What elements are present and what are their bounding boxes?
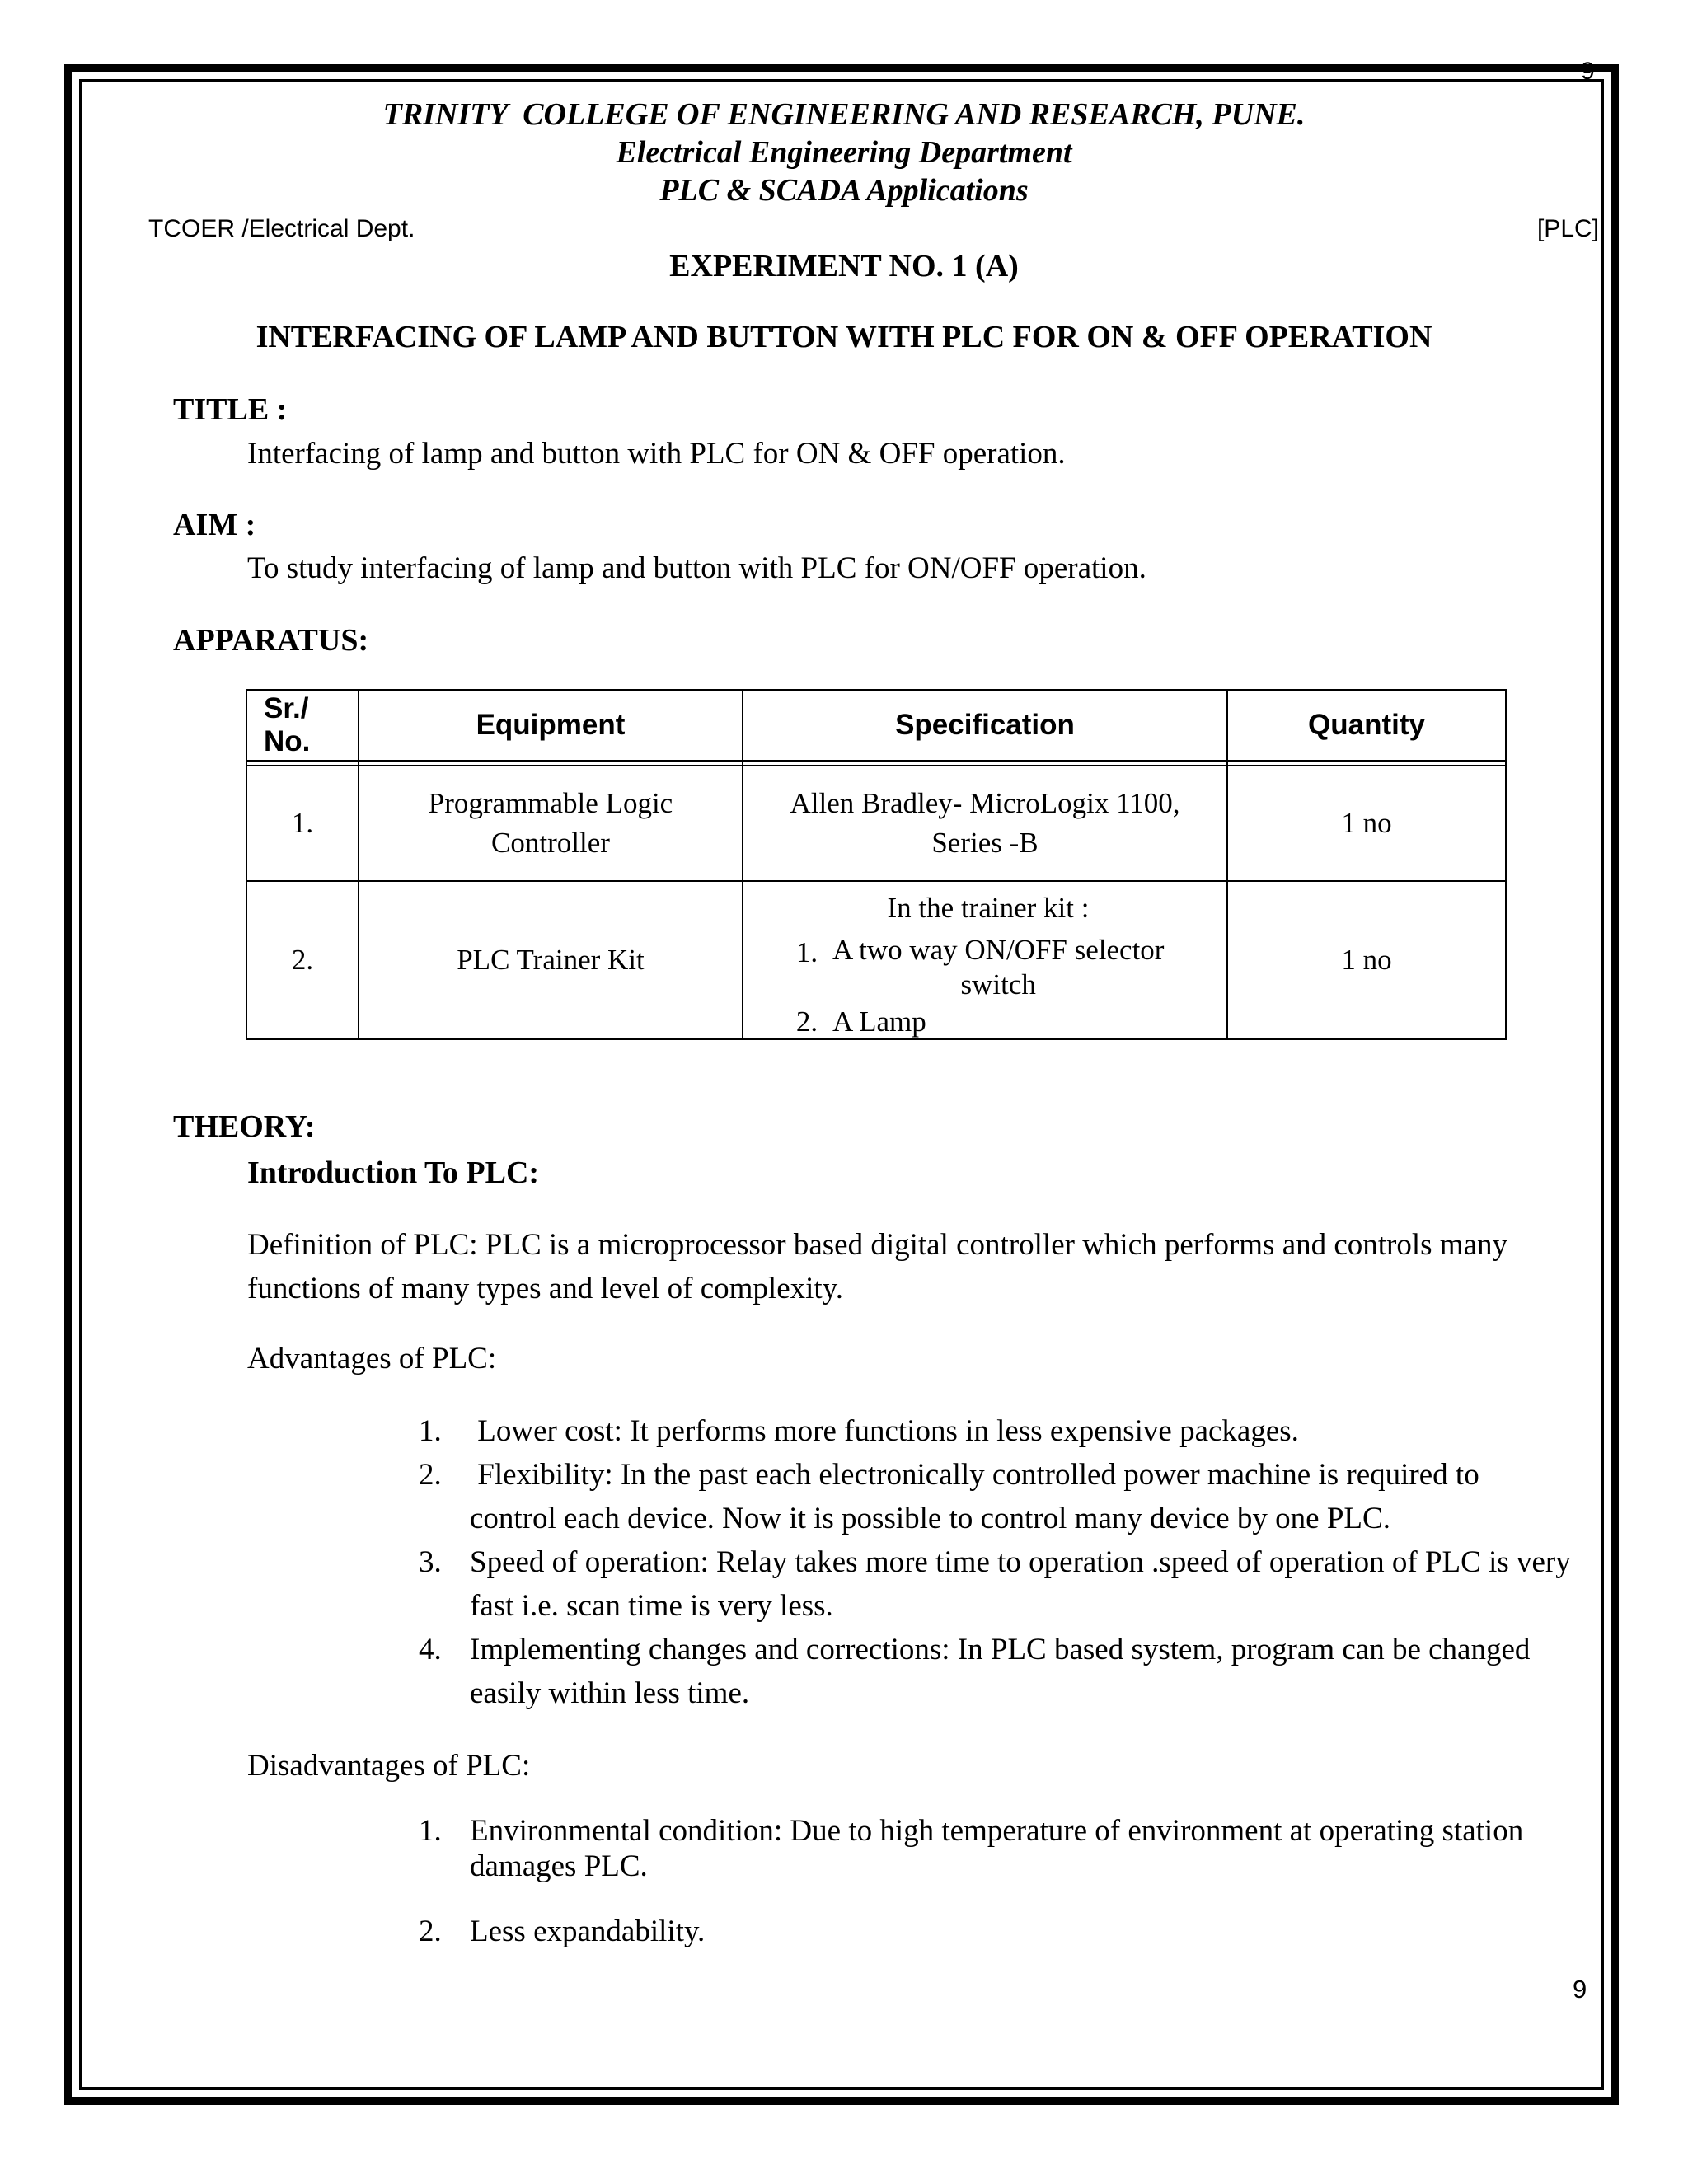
list-item-number: 1. [419, 1814, 442, 1848]
apparatus-label: APPARATUS: [173, 623, 369, 658]
spec-item-number: 2. [795, 1005, 818, 1038]
aim-text: To study interfacing of lamp and button with PLC for ON/OFF operation. [247, 551, 1146, 585]
row2-quantity: 1 no [1341, 944, 1392, 976]
list-item-text: Lower cost: It performs more functions in less expensive packages. [470, 1414, 1299, 1448]
college-name: TRINITY COLLEGE OF ENGINEERING AND RESEARCH, PUNE. [382, 97, 1306, 132]
disadvantages-heading: Disadvantages of PLC: [247, 1749, 531, 1783]
table-header-equipment: Equipment [476, 709, 626, 741]
title-text: Interfacing of lamp and button with PLC for ON & OFF operation. [247, 437, 1066, 471]
list-item-number: 2. [419, 1915, 442, 1948]
spec-item-number: 1. [795, 936, 818, 968]
list-item-number: 3. [419, 1545, 442, 1579]
intro-heading: Introduction To PLC: [247, 1155, 540, 1190]
spec-item-text: A two way ON/OFF selector switch [832, 934, 1165, 1001]
spec-intro: In the trainer kit : [887, 892, 1090, 924]
aim-label: AIM : [173, 508, 256, 542]
list-item-number: 1. [419, 1414, 442, 1448]
list-item-text: Flexibility: In the past each electronically controlled power machine is required to control each device. Now it is possible to control many device by one PLC. [470, 1458, 1487, 1535]
theory-label: THEORY: [173, 1109, 316, 1144]
list-item [419, 1914, 1573, 1949]
advantages-heading: Advantages of PLC: [247, 1342, 497, 1376]
running-header-right: [PLC] [1536, 215, 1599, 242]
disadvantages-list [419, 1813, 1573, 1949]
list-item-number: 2. [419, 1458, 442, 1492]
row1-quantity: 1 no [1341, 807, 1392, 839]
title-label: TITLE : [173, 392, 288, 427]
list-item-text: Less expandability. [470, 1915, 706, 1948]
list-item-text: Speed of operation: Relay takes more time to operation .speed of operation of PLC is very fast i.e. scan time is very less. [470, 1545, 1571, 1623]
advantages-list [419, 1409, 1573, 1715]
spec-item [758, 933, 1218, 1002]
list-item [419, 1813, 1573, 1884]
page-border-inner [79, 79, 1604, 2090]
table-header-quantity: Quantity [1308, 709, 1425, 741]
row2-equipment: PLC Trainer Kit [457, 944, 645, 976]
apparatus-table [246, 689, 1507, 1040]
department-name: Electrical Engineering Department [616, 135, 1072, 170]
table-header-sr-no: Sr./ No. [264, 692, 311, 757]
row2-specification [743, 882, 1226, 1038]
list-item [419, 1453, 1573, 1540]
row2-sr: 2. [291, 944, 314, 976]
list-item-text: Environmental condition: Due to high temperature of environment at operating station damages PLC. [470, 1814, 1524, 1883]
row1-specification: Allen Bradley- MicroLogix 1100, Series -B [790, 787, 1180, 859]
plc-definition: Definition of PLC: PLC is a microprocessor based digital controller which performs and controls many functions of many types and level of complexity. [247, 1228, 1508, 1305]
corner-page-number: 9 [1581, 58, 1595, 85]
list-item [419, 1540, 1573, 1628]
list-item [419, 1409, 1573, 1453]
row1-sr: 1. [291, 807, 314, 839]
experiment-number: EXPERIMENT NO. 1 (A) [669, 249, 1019, 284]
spec-item-text: A Lamp [832, 1005, 926, 1038]
page-number: 9 [1573, 1975, 1587, 2004]
spec-item [758, 1002, 1218, 1042]
table-header-specification: Specification [895, 709, 1075, 741]
row1-equipment: Programmable Logic Controller [428, 787, 673, 859]
list-item-text: Implementing changes and corrections: In PLC based system, program can be changed easily within less time. [470, 1633, 1531, 1710]
running-header-left: TCOER /Electrical Dept. [148, 215, 415, 242]
list-item-number: 4. [419, 1633, 442, 1666]
course-name: PLC & SCADA Applications [659, 173, 1029, 208]
list-item [419, 1628, 1573, 1715]
experiment-heading: INTERFACING OF LAMP AND BUTTON WITH PLC FOR ON & OFF OPERATION [256, 320, 1432, 354]
